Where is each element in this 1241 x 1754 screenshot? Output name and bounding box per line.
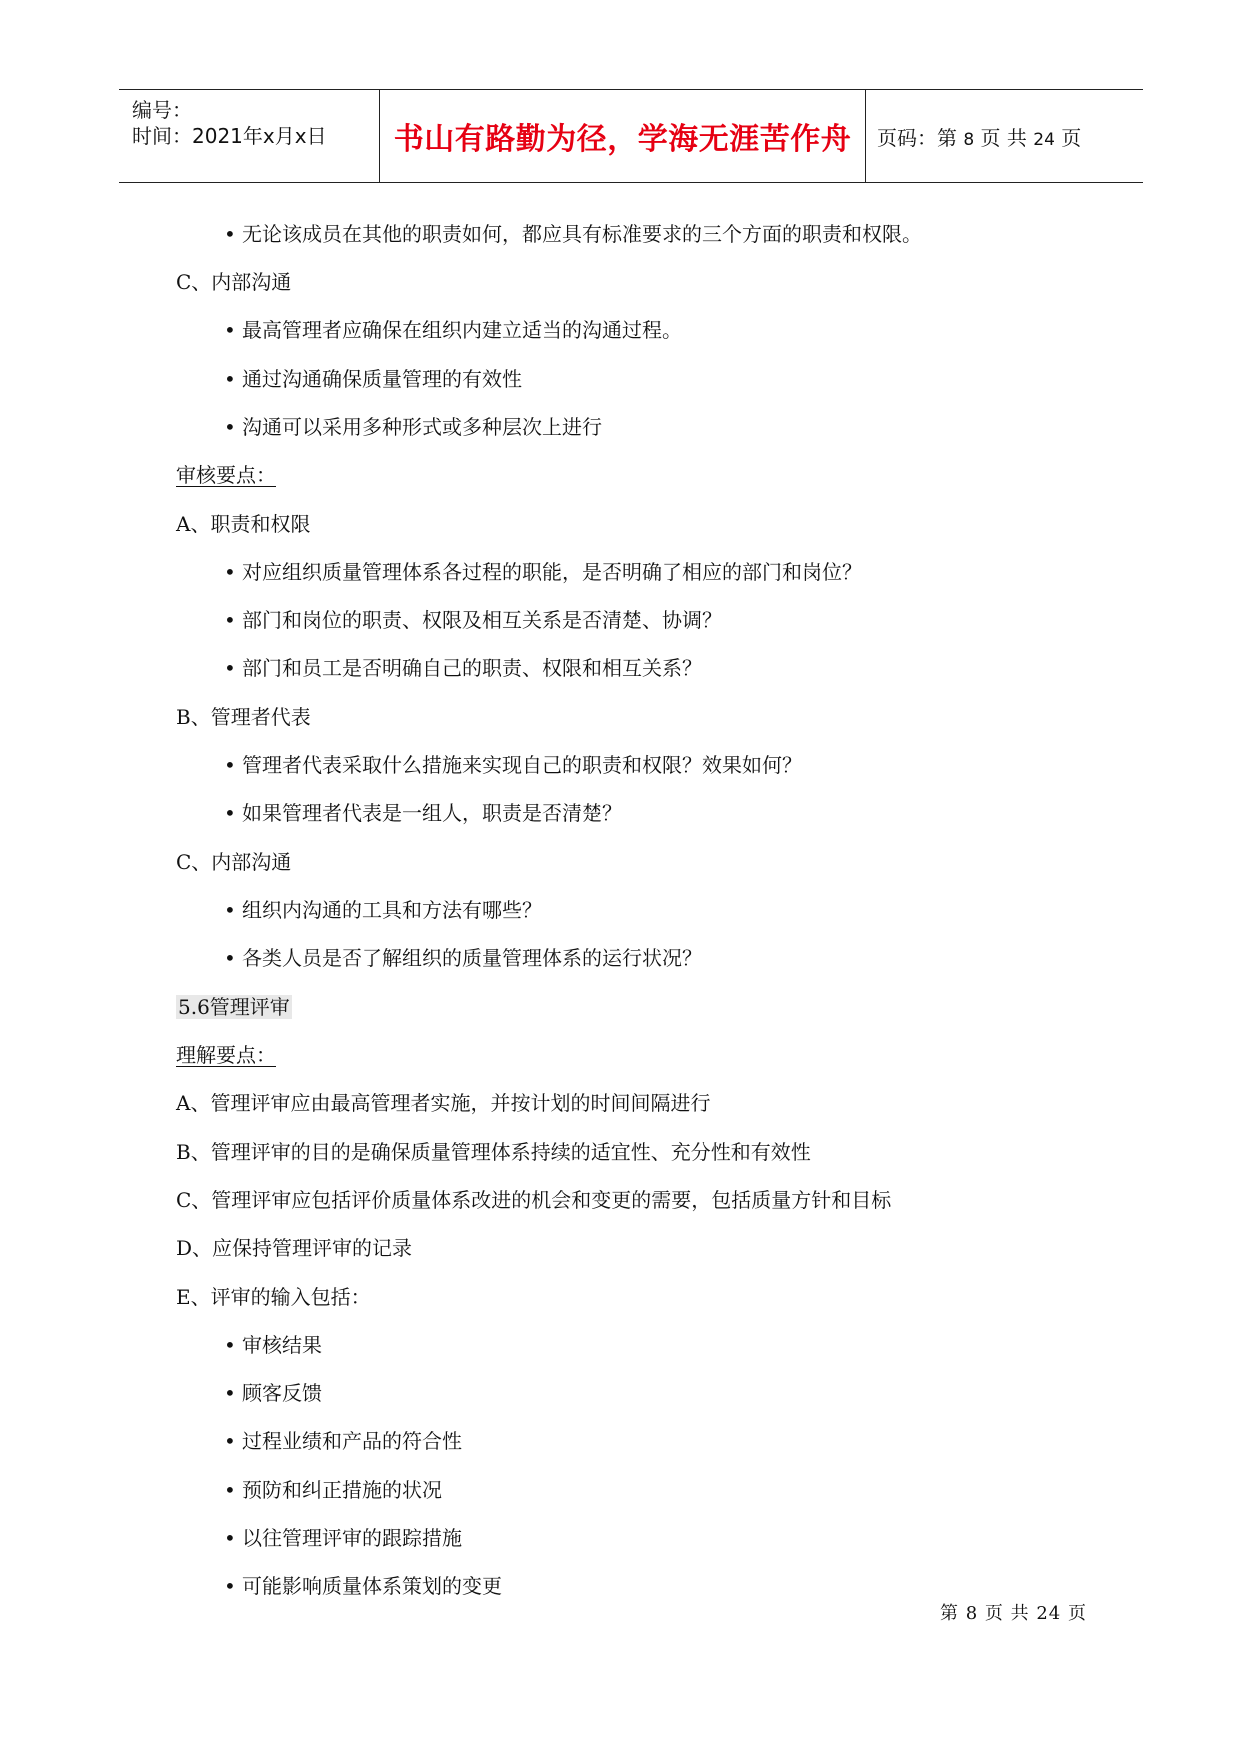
- bullet-text: 可能影响质量体系策划的变更: [242, 1574, 502, 1598]
- bullet-dot: •: [224, 1333, 236, 1357]
- bullet-text: 审核结果: [242, 1333, 322, 1357]
- bullet-dot: •: [224, 1574, 236, 1598]
- motto-text: 书山有路勤为径，学海无涯苦作舟: [393, 122, 852, 157]
- bullet-item: [224, 607, 722, 633]
- understanding-points-label: 理解要点：: [176, 1043, 276, 1067]
- bullet-dot: •: [224, 1526, 236, 1550]
- header-right-cell: [865, 90, 1143, 182]
- bullet-text: 部门和岗位的职责、权限及相互关系是否清楚、协调？: [242, 608, 722, 632]
- bullet-text: 组织内沟通的工具和方法有哪些？: [242, 898, 542, 922]
- bullet-item: [224, 655, 702, 681]
- bullet-text: 管理者代表采取什么措施来实现自己的职责和权限？效果如何？: [242, 753, 802, 777]
- bullet-text: 顾客反馈: [242, 1381, 322, 1405]
- subsection-heading: B、管理者代表: [176, 705, 311, 729]
- page-footer: 第 8 页 共 24 页: [940, 1603, 1087, 1624]
- bullet-dot: •: [224, 415, 236, 439]
- bullet-dot: •: [224, 753, 236, 777]
- bullet-text: 部门和员工是否明确自己的职责、权限和相互关系？: [242, 656, 702, 680]
- page-suffix: 页: [1061, 125, 1082, 150]
- header-center-cell: [379, 90, 866, 182]
- bullet-item: [224, 1332, 322, 1358]
- bullet-dot: •: [224, 1478, 236, 1502]
- bullet-item: [224, 1525, 462, 1551]
- paragraph-line: A、管理评审应由最高管理者实施，并按计划的时间间隔进行: [176, 1091, 711, 1115]
- page-current: 8: [963, 129, 975, 150]
- header-left-cell: [119, 90, 379, 182]
- page-mid: 页 共: [980, 125, 1027, 150]
- subsection-heading: C、内部沟通: [176, 270, 292, 294]
- bullet-item: [224, 221, 922, 247]
- bullet-dot: •: [224, 608, 236, 632]
- bullet-text: 最高管理者应确保在组织内建立适当的沟通过程。: [242, 318, 682, 342]
- bullet-item: [224, 1428, 462, 1454]
- document-time-label: 时间：2021年x月x日: [132, 124, 327, 148]
- bullet-dot: •: [224, 222, 236, 246]
- page-total: 24: [1033, 129, 1055, 150]
- section-heading: [176, 994, 292, 1020]
- bullet-text: 通过沟通确保质量管理的有效性: [242, 367, 522, 391]
- bullet-text: 沟通可以采用多种形式或多种层次上进行: [242, 415, 602, 439]
- bullet-dot: •: [224, 1429, 236, 1453]
- bullet-item: [224, 366, 522, 392]
- bullet-text: 对应组织质量管理体系各过程的职能，是否明确了相应的部门和岗位？: [242, 560, 862, 584]
- bullet-dot: •: [224, 367, 236, 391]
- bullet-text: 各类人员是否了解组织的质量管理体系的运行状况？: [242, 946, 702, 970]
- bullet-item: [224, 559, 862, 585]
- bullet-dot: •: [224, 318, 236, 342]
- bullet-dot: •: [224, 801, 236, 825]
- audit-points-label: 审核要点：: [176, 463, 276, 487]
- bullet-item: [224, 414, 602, 440]
- bullet-item: [224, 800, 622, 826]
- bullet-text: 预防和纠正措施的状况: [242, 1478, 442, 1502]
- bullet-item: [224, 1573, 502, 1599]
- header-page-number: [865, 122, 1081, 151]
- bullet-text: 过程业绩和产品的符合性: [242, 1429, 462, 1453]
- understanding-points-heading: [176, 1042, 276, 1068]
- paragraph-line: E、评审的输入包括：: [176, 1285, 371, 1309]
- bullet-text: 以往管理评审的跟踪措施: [242, 1526, 462, 1550]
- bullet-item: [224, 1380, 322, 1406]
- bullet-dot: •: [224, 656, 236, 680]
- bullet-item: [224, 897, 542, 923]
- subsection-heading: C、内部沟通: [176, 850, 292, 874]
- bullet-dot: •: [224, 946, 236, 970]
- bullet-text: 无论该成员在其他的职责如何，都应具有标准要求的三个方面的职责和权限。: [242, 222, 922, 246]
- bullet-item: [224, 317, 682, 343]
- audit-points-heading: [176, 462, 276, 488]
- paragraph-line: B、管理评审的目的是确保质量管理体系持续的适宜性、充分性和有效性: [176, 1140, 811, 1164]
- bullet-item: [224, 1477, 442, 1503]
- page-header: [119, 89, 1143, 183]
- bullet-text: 如果管理者代表是一组人，职责是否清楚？: [242, 801, 622, 825]
- document-number-label: 编号：: [132, 98, 192, 122]
- page-prefix: 页码：第: [877, 125, 957, 150]
- paragraph-line: C、管理评审应包括评价质量体系改进的机会和变更的需要，包括质量方针和目标: [176, 1188, 892, 1212]
- bullet-dot: •: [224, 560, 236, 584]
- bullet-item: [224, 945, 702, 971]
- bullet-dot: •: [224, 898, 236, 922]
- section-title: 5.6管理评审: [178, 995, 290, 1019]
- bullet-item: [224, 752, 802, 778]
- subsection-heading: A、职责和权限: [176, 512, 311, 536]
- paragraph-line: D、应保持管理评审的记录: [176, 1236, 413, 1260]
- bullet-dot: •: [224, 1381, 236, 1405]
